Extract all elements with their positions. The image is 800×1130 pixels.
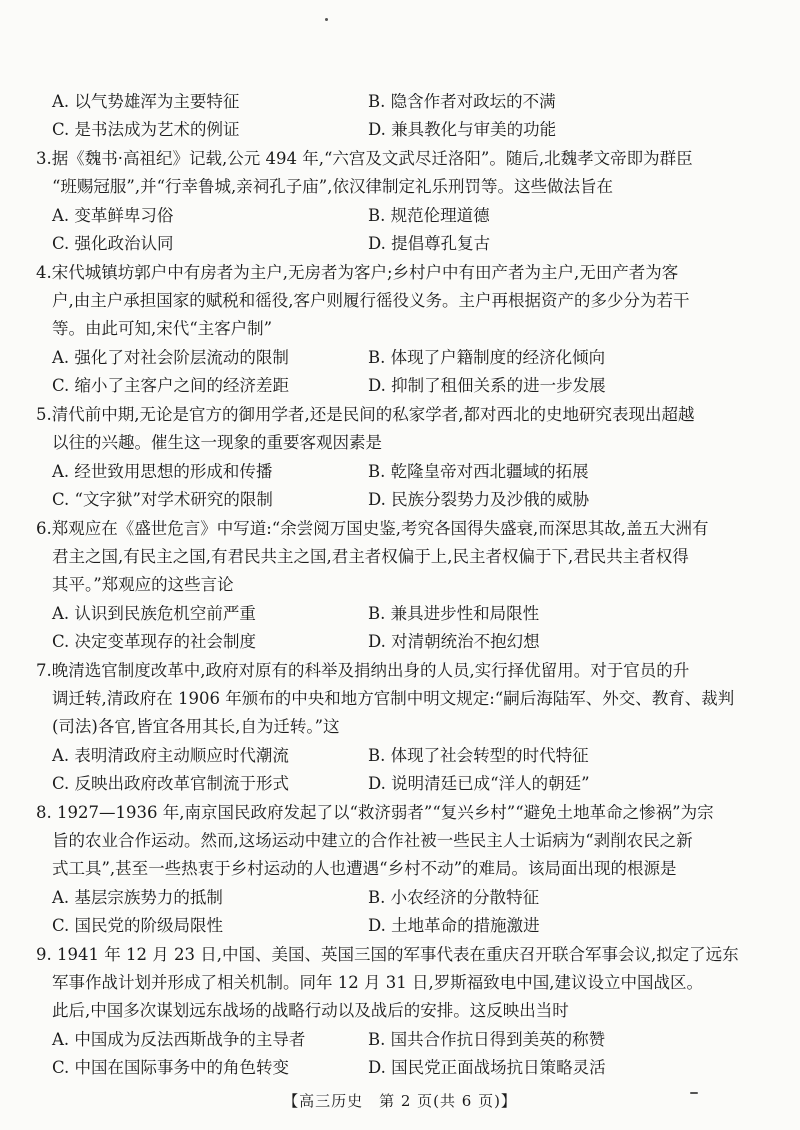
q7-stem-line-2: 调迁转,清政府在 1906 年颁布的中央和地方官制中明文规定:“嗣后海陆军、外交、教育、裁判 [52, 689, 735, 708]
q7-option-a[interactable]: A. 表明清政府主动顺应时代潮流 [52, 746, 289, 765]
q9-option-c[interactable]: C. 中国在国际事务中的角色转变 [52, 1058, 290, 1077]
q6-option-d[interactable]: D. 对清朝统治不抱幻想 [368, 632, 540, 651]
q2-option-c[interactable]: C. 是书法成为艺术的例证 [52, 120, 240, 139]
q6-stem-line-3: 其平。”郑观应的这些言论 [52, 575, 234, 594]
q8-stem-line-2: 旨的农业合作运动。然而,这场运动中建立的合作社被一些民主人士诟病为“剥削农民之新 [52, 831, 693, 850]
scan-speck [325, 18, 328, 21]
q3-stem-line-1: 3.据《魏书·高祖纪》记载,公元 494 年,“六宫及文武尽迁洛阳”。随后,北魏孝文帝即为群臣 [36, 149, 693, 168]
q9-option-d[interactable]: D. 国民党正面战场抗日策略灵活 [368, 1058, 606, 1077]
q3-option-b[interactable]: B. 规范伦理道德 [368, 206, 490, 225]
q8-stem-line-1: 8. 1927—1936 年,南京国民政府发起了以“救济弱者”“复兴乡村”“避免土地革命之惨祸”为宗 [36, 803, 714, 822]
q4-stem-line-2: 户,由主户承担国家的赋税和徭役,客户则履行徭役义务。主户再根据资产的多少分为若干 [52, 291, 690, 310]
q3-option-c[interactable]: C. 强化政治认同 [52, 234, 174, 253]
q5-option-b[interactable]: B. 乾隆皇帝对西北疆域的拓展 [368, 462, 589, 481]
q7-option-c[interactable]: C. 反映出政府改革官制流于形式 [52, 774, 290, 793]
q8-option-b[interactable]: B. 小农经济的分散特征 [368, 888, 540, 907]
q4-option-d[interactable]: D. 抑制了租佃关系的进一步发展 [368, 376, 606, 395]
q8-option-d[interactable]: D. 土地革命的措施激进 [368, 916, 540, 935]
q4-option-b[interactable]: B. 体现了户籍制度的经济化倾向 [368, 348, 606, 367]
q3-stem-line-2: “班赐冠服”,并“行幸鲁城,亲祠孔子庙”,依汉律制定礼乐刑罚等。这些做法旨在 [52, 177, 613, 196]
q3-option-a[interactable]: A. 变革鲜卑习俗 [52, 206, 174, 225]
q7-option-b[interactable]: B. 体现了社会转型的时代特征 [368, 746, 589, 765]
q6-option-c[interactable]: C. 决定变革现存的社会制度 [52, 632, 257, 651]
q4-stem-line-1: 4.宋代城镇坊郭户中有房者为主户,无房者为客户;乡村户中有田产者为主户,无田产者为客 [36, 263, 679, 282]
q2-option-a[interactable]: A. 以气势雄浑为主要特征 [52, 92, 240, 111]
q9-option-b[interactable]: B. 国共合作抗日得到美英的称赞 [368, 1030, 606, 1049]
q4-stem-line-3: 等。由此可知,宋代“主客户制” [52, 319, 273, 338]
q6-stem-line-1: 6.郑观应在《盛世危言》中写道:“余尝阅万国史鉴,考究各国得失盛衰,而深思其故,盖五大洲有 [36, 519, 709, 538]
q5-stem-line-1: 5.清代前中期,无论是官方的御用学者,还是民间的私家学者,都对西北的史地研究表现出超越 [36, 405, 695, 424]
q4-option-c[interactable]: C. 缩小了主客户之间的经济差距 [52, 376, 290, 395]
q7-stem-line-1: 7.晚清选官制度改革中,政府对原有的科举及捐纳出身的人员,实行择优留用。对于官员的升 [36, 661, 690, 680]
q2-option-d[interactable]: D. 兼具教化与审美的功能 [368, 120, 557, 139]
q8-stem-line-3: 式工具”,甚至一些热衷于乡村运动的人也遭遇“乡村不动”的难局。该局面出现的根源是 [52, 859, 677, 878]
q4-option-a[interactable]: A. 强化了对社会阶层流动的限制 [52, 348, 289, 367]
q7-option-d[interactable]: D. 说明清廷已成“洋人的朝廷” [368, 774, 590, 793]
q9-stem-line-1: 9. 1941 年 12 月 23 日,中国、美国、英国三国的军事代表在重庆召开联合军事会议,拟定了远东 [36, 945, 739, 964]
page-footer: 【高三历史 第 2 页(共 6 页)】 [283, 1092, 517, 1110]
q5-option-c[interactable]: C. “文字狱”对学术研究的限制 [52, 490, 273, 509]
q5-stem-line-2: 以往的兴趣。催生这一现象的重要客观因素是 [52, 433, 382, 452]
q7-stem-line-3: (司法)各官,皆宜各用其长,自为迁转。”这 [52, 717, 340, 736]
q5-option-d[interactable]: D. 民族分裂势力及沙俄的威胁 [368, 490, 590, 509]
q6-stem-line-2: 君主之国,有民主之国,有君民共主之国,君主者权偏于上,民主者权偏于下,君民共主者权得 [52, 547, 689, 566]
q9-stem-line-3: 此后,中国多次谋划远东战场的战略行动以及战后的安排。这反映出当时 [52, 1001, 569, 1020]
q3-option-d[interactable]: D. 提倡尊孔复古 [368, 234, 491, 253]
q9-option-a[interactable]: A. 中国成为反法西斯战争的主导者 [52, 1030, 306, 1049]
q6-option-a[interactable]: A. 认识到民族危机空前严重 [52, 604, 256, 623]
scan-speck [690, 1092, 698, 1094]
q2-option-b[interactable]: B. 隐含作者对政坛的不满 [368, 92, 556, 111]
q5-option-a[interactable]: A. 经世致用思想的形成和传播 [52, 462, 273, 481]
q8-option-a[interactable]: A. 基层宗族势力的抵制 [52, 888, 223, 907]
q6-option-b[interactable]: B. 兼具进步性和局限性 [368, 604, 540, 623]
q9-stem-line-2: 军事作战计划并形成了相关机制。同年 12 月 31 日,罗斯福致电中国,建议设立中国战区。 [52, 973, 703, 992]
q8-option-c[interactable]: C. 国民党的阶级局限性 [52, 916, 224, 935]
